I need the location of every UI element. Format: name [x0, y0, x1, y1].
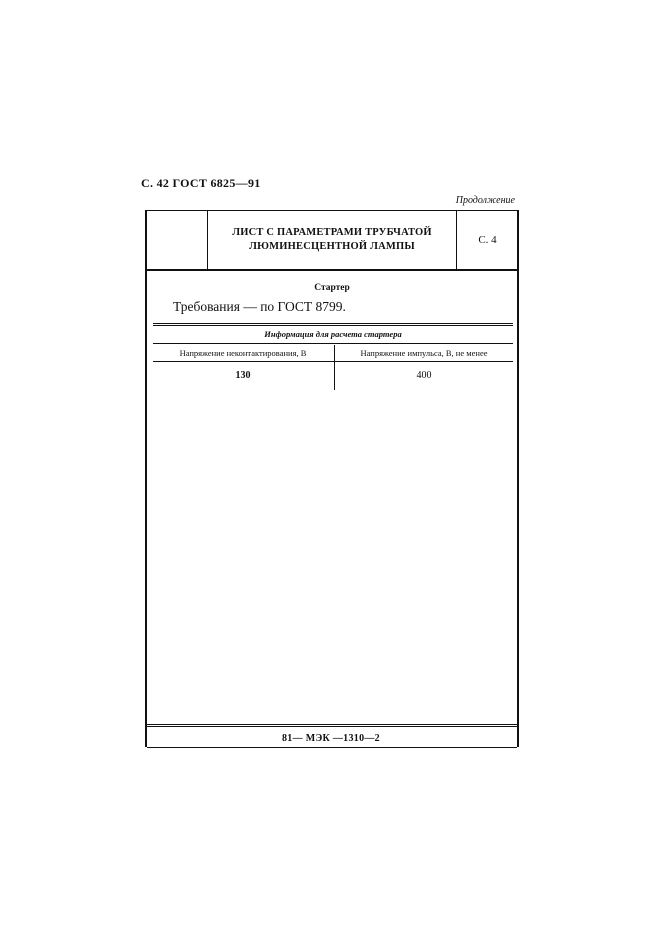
page-header: С. 42 ГОСТ 6825—91 [141, 176, 261, 190]
table-rule-top-double [153, 325, 513, 326]
table-rule-columns [153, 361, 513, 362]
page-ref: С. 4 [478, 234, 497, 246]
sheet-title: ЛИСТ С ПАРАМЕТРАМИ ТРУБЧАТОЙ ЛЮМИНЕСЦЕНТНОЙ ЛАМПЫ [232, 227, 432, 252]
column-header-1: Напряжение неконтактирования, В [179, 348, 307, 358]
table-cell-value-1: 130 [235, 370, 251, 381]
info-table-header: Информация для расчета стартера [264, 329, 402, 339]
footer-rule-top-double [147, 726, 517, 727]
sheet-title-cell [208, 211, 457, 269]
sheet-frame [145, 210, 519, 747]
table-cell-value-2: 400 [416, 370, 432, 381]
continuation-label: Продолжение [455, 195, 515, 206]
title-block [147, 211, 517, 271]
requirements-text: Требования — по ГОСТ 8799. [173, 299, 346, 314]
column-header-2: Напряжение импульса, В, не менее [360, 348, 488, 358]
title-cell-blank [147, 211, 208, 269]
section-title: Стартер [314, 283, 350, 293]
footer-rule-bottom [147, 747, 517, 748]
footer-code: 81— МЭК —1310—2 [282, 733, 380, 744]
footer-rule-top [147, 724, 517, 725]
table-rule-top [153, 323, 513, 324]
table-rule-header [153, 343, 513, 344]
